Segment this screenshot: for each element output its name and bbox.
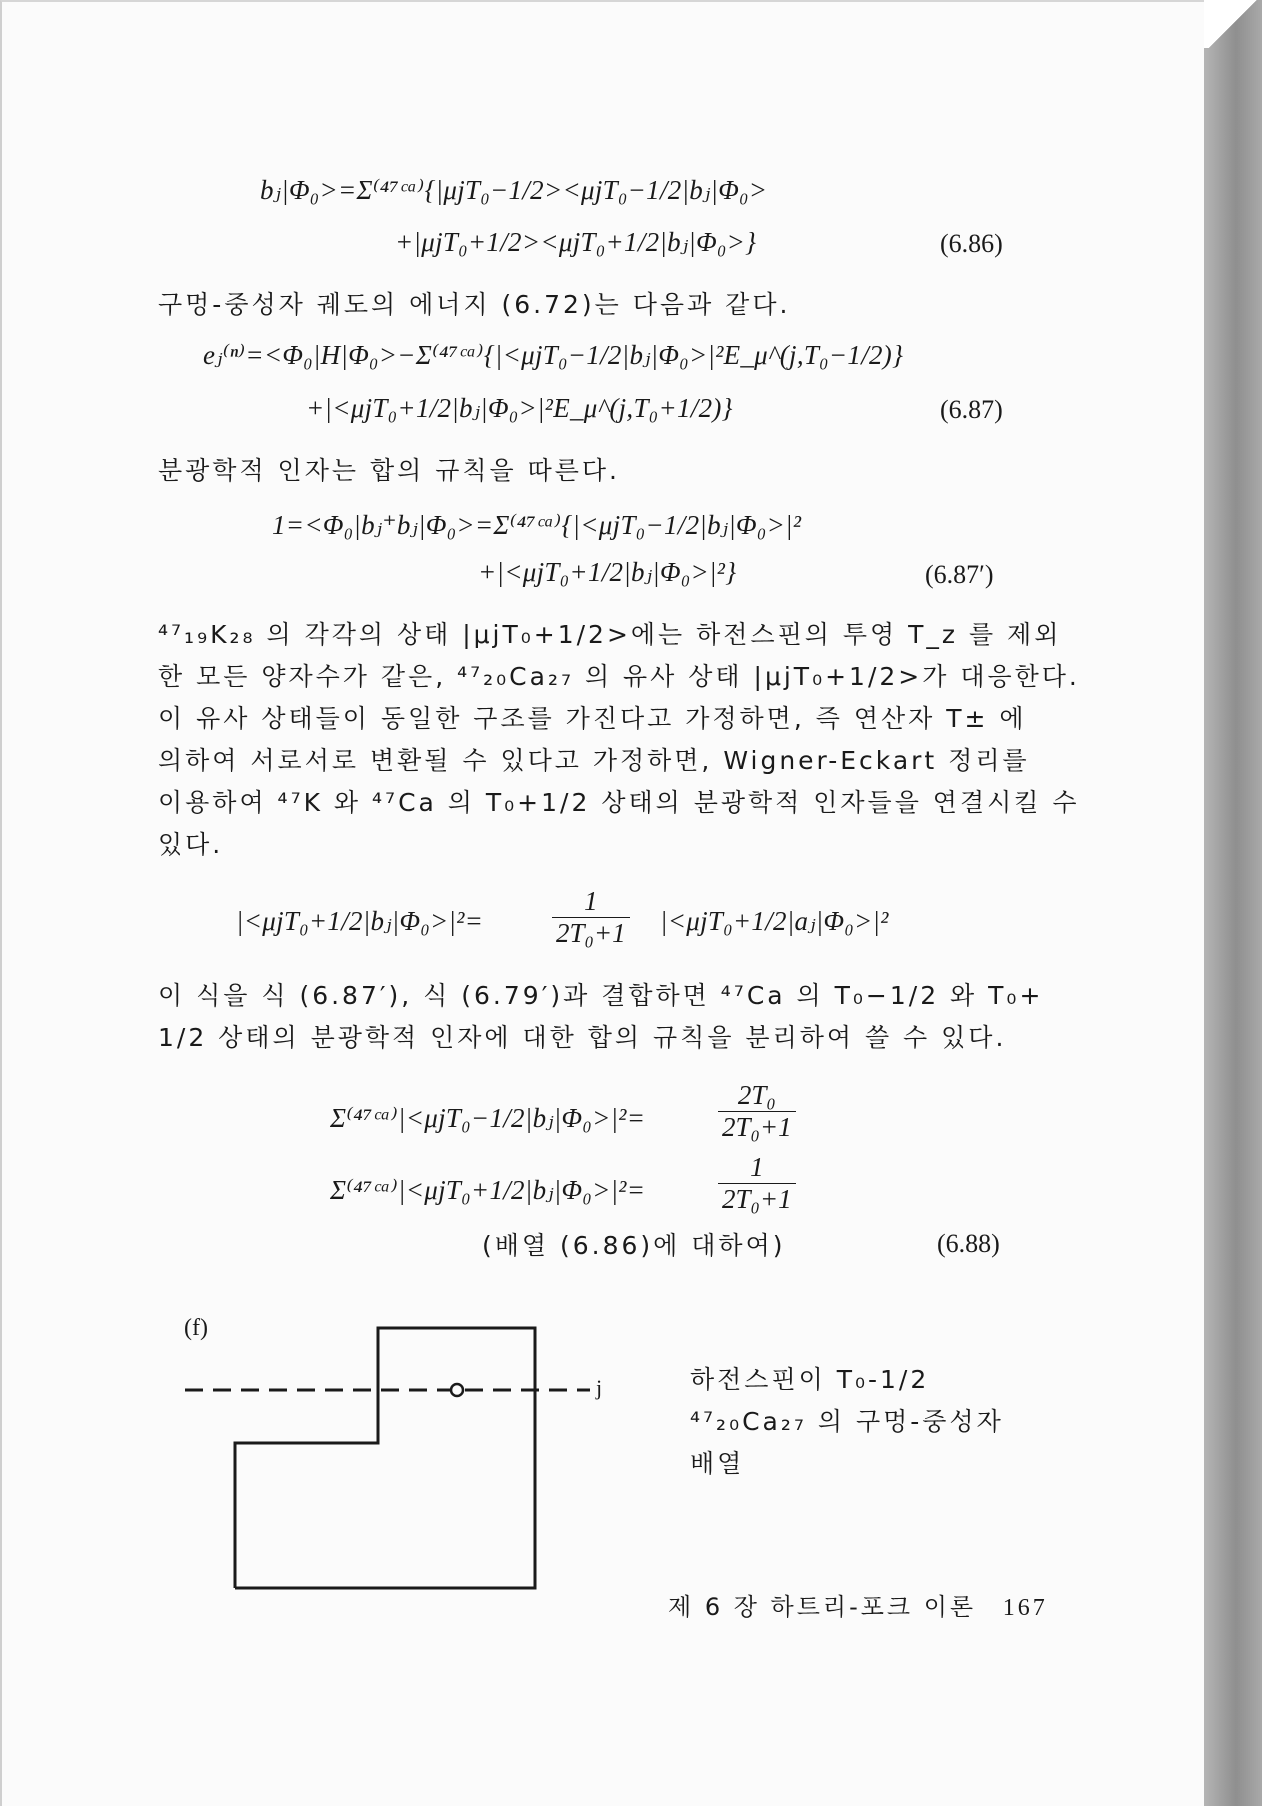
equation-number-6-87: (6.87) <box>940 395 1003 424</box>
figure-label: (f) <box>184 1315 208 1341</box>
paragraph-hole-neutron-energy: 구멍-중성자 궤도의 에너지 (6.72)는 다음과 같다. <box>158 290 791 319</box>
book-spine <box>1204 0 1262 1806</box>
figure-caption-line3: 배열 <box>690 1449 745 1478</box>
wigner-eckart-denominator: 2T₀+1 <box>556 918 626 948</box>
equation-6-87p-line2: +|<μjT₀+1/2|bⱼ|Φ₀>|²} <box>478 557 737 587</box>
page-number: 167 <box>1002 1595 1048 1621</box>
wigner-eckart-left: |<μjT₀+1/2|bⱼ|Φ₀>|²= <box>236 906 484 936</box>
paragraph-analog-states-line6: 있다. <box>158 830 224 859</box>
figure-caption-line1: 하전스핀이 T₀-1/2 <box>690 1365 930 1394</box>
paragraph-analog-states-line3: 이 유사 상태들이 동일한 구조를 가진다고 가정하면, 즉 연산자 T± 에 <box>158 704 1027 733</box>
wigner-eckart-numerator: 1 <box>552 886 630 918</box>
paragraph-combine-line2: 1/2 상태의 분광학적 인자에 대한 합의 규칙을 분리하여 쓸 수 있다. <box>158 1023 1007 1052</box>
equation-6-86-line2: +|μjT₀+1/2><μjT₀+1/2|bⱼ|Φ₀>} <box>395 227 757 257</box>
sum-rule-upper-fraction <box>718 1152 796 1215</box>
nuclear-potential-outline <box>235 1328 535 1588</box>
equation-6-87-line1: eⱼ⁽ⁿ⁾=<Φ₀|H|Φ₀>−Σ⁽⁴⁷ᶜᵃ⁾{|<μjT₀−1/2|bⱼ|Φ₀>|²E_μ^(j,T₀−1/2)} <box>203 340 904 370</box>
equation-6-87-line2: +|<μjT₀+1/2|bⱼ|Φ₀>|²E_μ^(j,T₀+1/2)} <box>306 393 733 423</box>
paragraph-analog-states-line2: 한 모든 양자수가 같은, ⁴⁷₂₀Ca₂₇ 의 유사 상태 |μjT₀+1/2>가 대응한다. <box>158 662 1080 691</box>
page-footer <box>668 1587 1048 1622</box>
equation-number-6-88: (6.88) <box>937 1229 1000 1258</box>
equation-6-86-line1: bⱼ|Φ₀>=Σ⁽⁴⁷ᶜᵃ⁾{|μjT₀−1/2><μjT₀−1/2|bⱼ|Φ₀> <box>260 175 768 205</box>
paragraph-analog-states-line4: 의하여 서로서로 변환될 수 있다고 가정하면, Wigner-Eckart 정리를 <box>158 746 1030 775</box>
page-corner <box>1204 0 1262 48</box>
sum-rule-upper-denominator: 2T₀+1 <box>722 1184 792 1214</box>
equation-6-87p-line1: 1=<Φ₀|bⱼ⁺bⱼ|Φ₀>=Σ⁽⁴⁷ᶜᵃ⁾{|<μjT₀−1/2|bⱼ|Φ₀>|² <box>272 510 802 540</box>
orbital-level-label: j <box>596 1375 603 1400</box>
paragraph-sum-rule: 분광학적 인자는 합의 규칙을 따른다. <box>158 456 620 485</box>
equation-6-88-note: (배열 (6.86)에 대하여) <box>482 1231 786 1260</box>
sum-rule-lower-left: Σ⁽⁴⁷ᶜᵃ⁾|<μjT₀−1/2|bⱼ|Φ₀>|²= <box>330 1103 646 1133</box>
sum-rule-lower-denominator: 2T₀+1 <box>722 1112 792 1142</box>
sum-rule-lower-fraction <box>718 1080 796 1143</box>
sum-rule-upper-numerator: 1 <box>718 1152 796 1184</box>
hole-neutron-configuration-diagram <box>180 1320 620 1600</box>
sum-rule-upper-left: Σ⁽⁴⁷ᶜᵃ⁾|<μjT₀+1/2|bⱼ|Φ₀>|²= <box>330 1175 646 1205</box>
paragraph-analog-states-line5: 이용하여 ⁴⁷K 와 ⁴⁷Ca 의 T₀+1/2 상태의 분광학적 인자들을 연결시킬 수 <box>158 788 1080 817</box>
chapter-title: 제 6 장 하트리-포크 이론 <box>668 1593 977 1621</box>
wigner-eckart-right: |<μjT₀+1/2|aⱼ|Φ₀>|² <box>660 906 889 936</box>
figure-caption-line2: ⁴⁷₂₀Ca₂₇ 의 구멍-중성자 <box>690 1407 1004 1436</box>
equation-number-6-87p: (6.87′) <box>925 560 994 589</box>
paragraph-analog-states-line1: ⁴⁷₁₉K₂₈ 의 각각의 상태 |μjT₀+1/2>에는 하전스핀의 투영 T_z 를 제외 <box>158 620 1062 649</box>
paragraph-combine-line1: 이 식을 식 (6.87′), 식 (6.79′)과 결합하면 ⁴⁷Ca 의 T₀−1/2 와 T₀+ <box>158 981 1044 1010</box>
sum-rule-lower-numerator: 2T₀ <box>718 1080 796 1112</box>
equation-number-6-86: (6.86) <box>940 229 1003 258</box>
wigner-eckart-fraction <box>552 886 630 949</box>
neutron-hole-circle <box>451 1384 463 1396</box>
